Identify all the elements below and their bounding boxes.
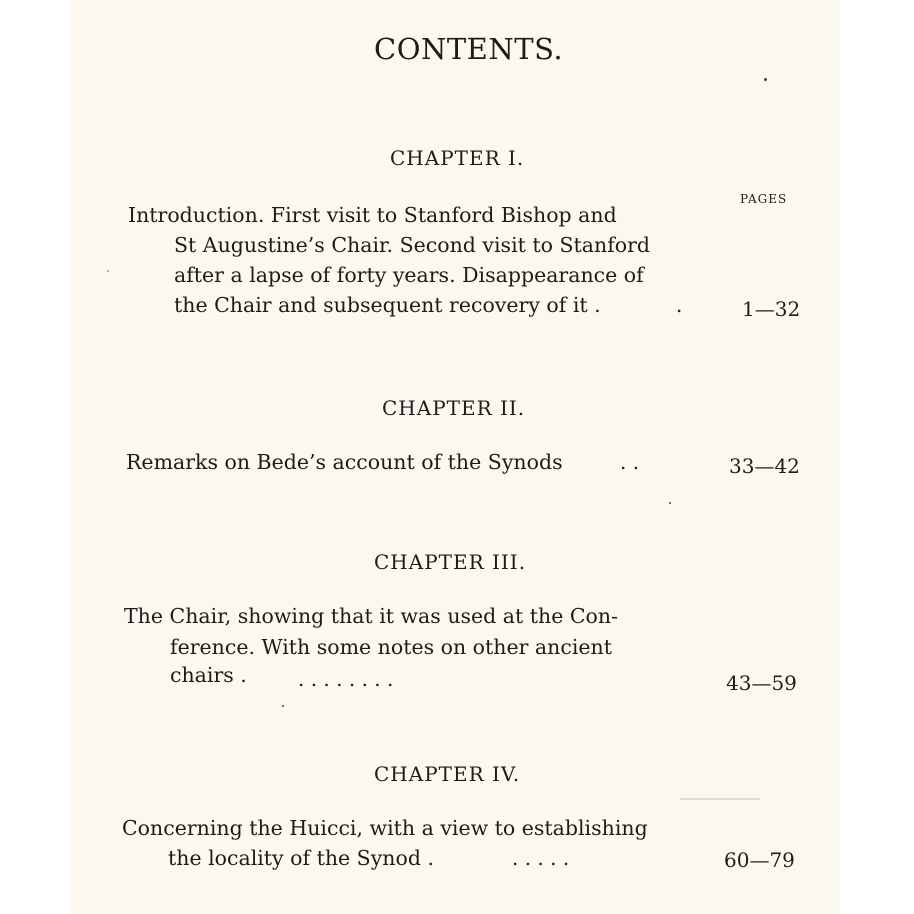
chapter-3-leader-dots: . . . . . . . . — [298, 667, 394, 691]
chapter-2-leader-dots: . . — [620, 450, 640, 474]
chapter-3-line-1: The Chair, showing that it was used at the Con- — [124, 604, 619, 628]
chapter-1-line-4: the Chair and subsequent recovery of it . — [174, 293, 601, 317]
chapter-4-heading: CHAPTER IV. — [374, 762, 521, 786]
pages-column-heading: PAGES — [740, 192, 788, 206]
chapter-1-line-2: St Augustine’s Chair. Second visit to Stanford — [174, 233, 651, 257]
chapter-3-pages: 43—59 — [726, 671, 797, 695]
print-speck — [764, 78, 767, 81]
print-speck — [669, 502, 671, 504]
chapter-2-heading: CHAPTER II. — [382, 396, 526, 420]
print-speck — [282, 705, 284, 707]
chapter-1-line-3: after a lapse of forty years. Disappearance of — [174, 263, 644, 287]
print-speck — [107, 270, 109, 272]
chapter-1-heading: CHAPTER I. — [390, 146, 525, 170]
chapter-3-line-3: chairs . — [170, 663, 247, 687]
chapter-3-heading: CHAPTER III. — [374, 550, 527, 574]
chapter-1-pages: 1—32 — [742, 297, 801, 321]
chapter-2-line-1: Remarks on Bede’s account of the Synods — [126, 450, 563, 474]
chapter-4-pages: 60—79 — [724, 848, 795, 872]
scan-smudge — [680, 798, 760, 800]
chapter-3-line-2: ference. With some notes on other ancient — [170, 635, 612, 659]
chapter-2-pages: 33—42 — [729, 454, 800, 478]
chapter-4-line-2: the locality of the Synod . — [168, 846, 434, 870]
chapter-1-leader-dots: . — [676, 293, 683, 317]
chapter-1-line-1: Introduction. First visit to Stanford Bishop and — [128, 203, 617, 227]
chapter-4-leader-dots: . . . . . — [512, 846, 570, 870]
contents-title: CONTENTS. — [374, 32, 564, 66]
chapter-4-line-1: Concerning the Huicci, with a view to establishing — [122, 816, 648, 840]
